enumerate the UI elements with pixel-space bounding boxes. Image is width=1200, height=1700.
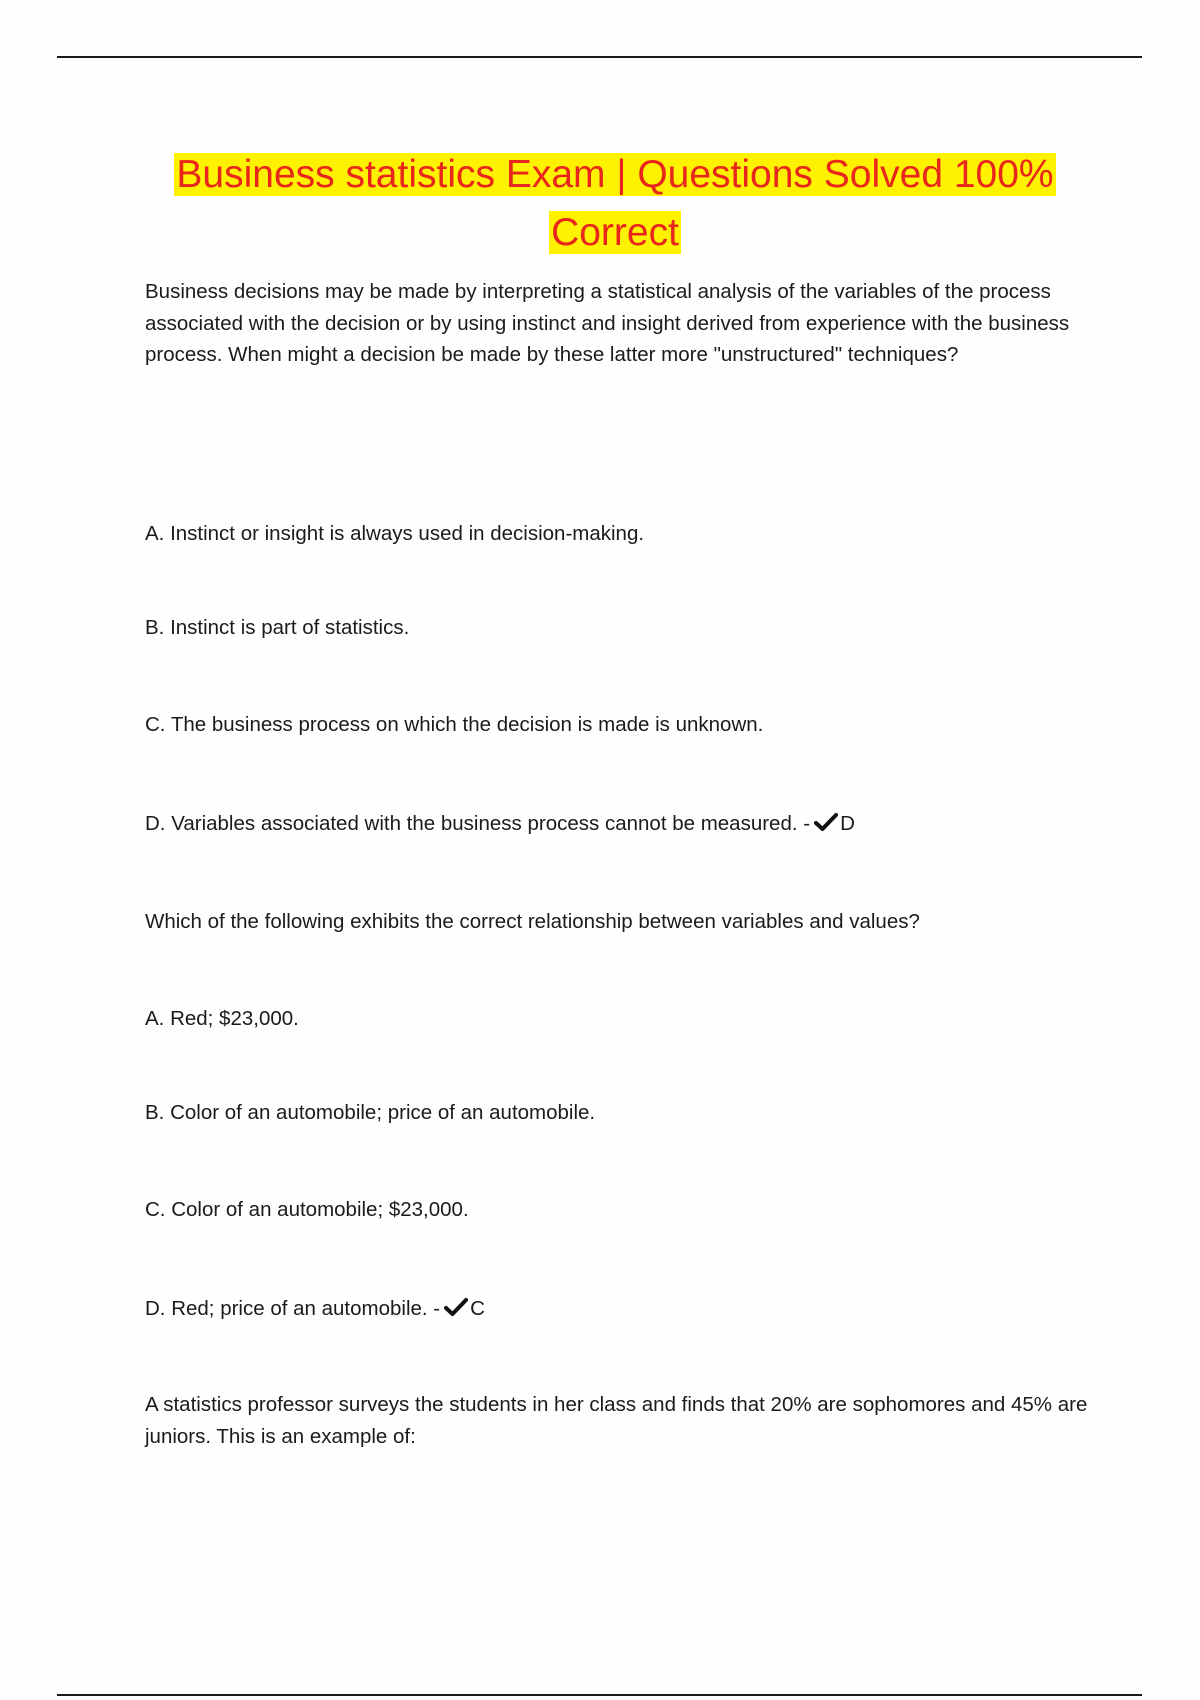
question-1-option-c: C. The business process on which the decision is made is unknown. [145, 713, 764, 736]
question-2-option-a: A. Red; $23,000. [145, 1007, 299, 1030]
header-rule [57, 56, 1142, 58]
question-1-option-a: A. Instinct or insight is always used in decision-making. [145, 522, 645, 545]
question-1-prompt: Business decisions may be made by interpreting a statistical analysis of the variables of the process associated with the decision or by using instinct and insight derived from experience with the business process. When might a decision be made by these latter more "unstructured" techniques? [145, 280, 1070, 366]
question-1-option-b: B. Instinct is part of statistics. [145, 616, 410, 639]
question-1-option-d [145, 808, 1095, 840]
question-1-answer: D [840, 812, 855, 835]
question-1-option-d-text: D. Variables associated with the business process cannot be measured. - [145, 812, 811, 835]
question-2-option-c: C. Color of an automobile; $23,000. [145, 1198, 469, 1221]
check-icon [444, 1297, 468, 1317]
document-title [150, 146, 1080, 262]
question-2-option-d [145, 1293, 1095, 1325]
question-2-prompt: Which of the following exhibits the correct relationship between variables and values? [145, 910, 920, 933]
question-2-answer: C [470, 1297, 485, 1320]
question-3-prompt: A statistics professor surveys the students in her class and finds that 20% are sophomores and 45% are juniors. This is an example of: [145, 1393, 1088, 1448]
footer-rule [57, 1694, 1142, 1696]
question-2-option-d-text: D. Red; price of an automobile. - [145, 1297, 441, 1320]
question-2-option-b: B. Color of an automobile; price of an automobile. [145, 1101, 596, 1124]
check-icon [814, 812, 838, 832]
title-highlight: Business statistics Exam | Questions Solved 100% Correct [176, 153, 1054, 254]
